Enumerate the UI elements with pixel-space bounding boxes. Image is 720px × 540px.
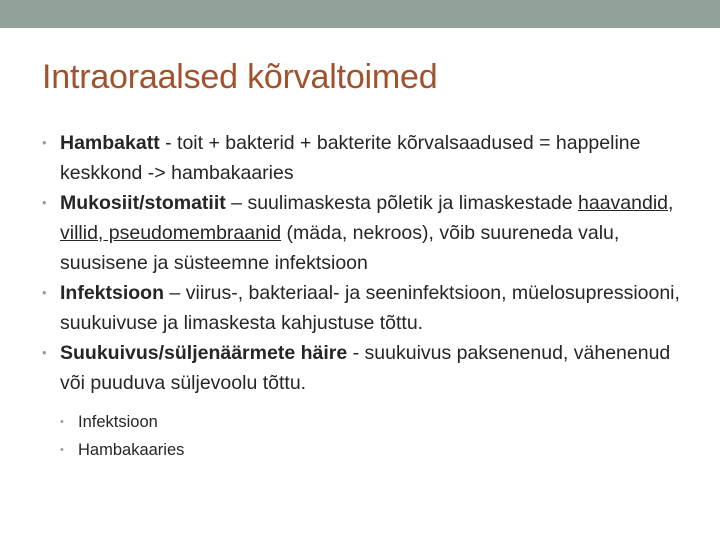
slide-content xyxy=(42,128,692,464)
bullet-item xyxy=(42,188,692,278)
bullet-rest: - toit + bakterid + bakterite kõrvalsaadused = happeline keskkond -> hambakaaries xyxy=(60,132,641,184)
bullet-rest: - suukuivus paksenenud, vähenenud või puuduva süljevoolu tõttu. xyxy=(60,342,671,394)
bullet-item xyxy=(42,278,692,338)
bullet-lead: Hambakatt xyxy=(60,132,160,154)
bullet-text xyxy=(60,278,692,338)
sub-bullet-list xyxy=(42,408,692,464)
bullet-rest: – suulimaskesta põletik ja limaskestade xyxy=(225,192,579,214)
sub-bullet-dot-icon: • xyxy=(60,444,64,456)
bullet-lead: Suukuivus/süljenäärmete häire xyxy=(60,342,348,364)
bullet-dot-icon: • xyxy=(42,135,47,150)
bullet-rest: – viirus-, bakteriaal- ja seeninfektsioon, müelosupressiooni, suukuivuse ja limaskesta kahjustuse tõttu. xyxy=(60,282,680,334)
bullet-dot-icon: • xyxy=(42,285,47,300)
slide-title: Intraoraalsed kõrvaltoimed xyxy=(42,58,438,96)
top-accent-bar xyxy=(0,0,720,28)
sub-bullet-text: Infektsioon xyxy=(78,413,158,431)
sub-bullet-text: Hambakaaries xyxy=(78,441,185,459)
bullet-item xyxy=(42,338,692,398)
underlined-link-text[interactable]: haavandid, villid, pseudomembraanid xyxy=(60,192,674,244)
bullet-dot-icon: • xyxy=(42,195,47,210)
sub-bullet-item xyxy=(60,408,692,436)
bullet-lead: Mukosiit/stomatiit xyxy=(60,192,226,214)
bullet-text xyxy=(60,128,692,188)
bullet-rest-after: (mäda, nekroos), võib suureneda valu, suusisene ja süsteemne infektsioon xyxy=(60,222,620,274)
sub-bullet-item xyxy=(60,436,692,464)
bullet-text xyxy=(60,338,692,398)
sub-bullet-dot-icon: • xyxy=(60,416,64,428)
bullet-text xyxy=(60,188,692,278)
bullet-dot-icon: • xyxy=(42,345,47,360)
bullet-item xyxy=(42,128,692,188)
bullet-lead: Infektsioon xyxy=(60,282,165,304)
